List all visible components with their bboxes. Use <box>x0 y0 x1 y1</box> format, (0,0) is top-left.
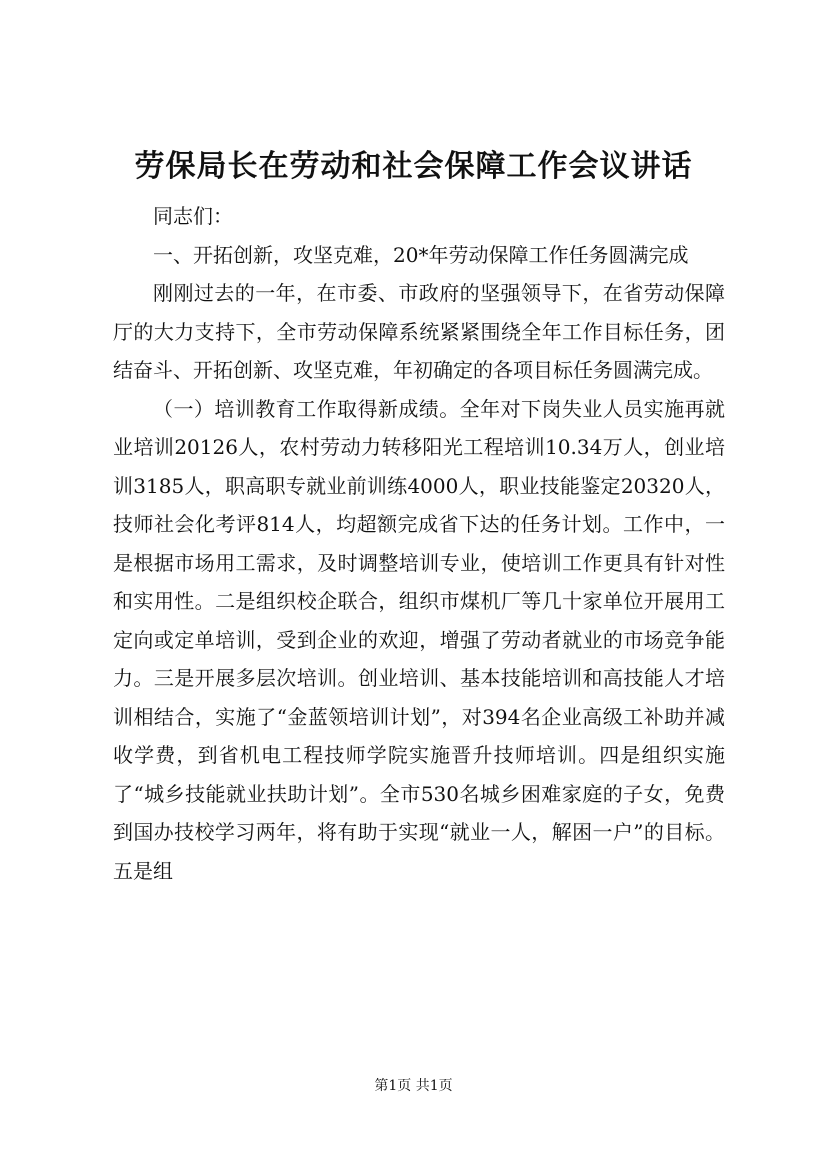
section-heading-paragraph: 一、开拓创新，攻坚克难，20*年劳动保障工作任务圆满完成 <box>153 242 689 267</box>
salutation-paragraph: 同志们： <box>153 204 233 228</box>
document-body <box>113 197 725 890</box>
page-footer: 第1页 共1页 <box>374 1078 453 1094</box>
training-paragraph: （一）培训教育工作取得新成绩。全年对下岗失业人员实施再就业培训20126人，农村劳动力转移阳光工程培训10.34万人，创业培训3185人，职高职专就业前训练4000人，职业技能鉴定20320人，技师社会化考评814人，均超额完成省下达的任务计划。工作中，一是根据市场用工需求，及时调整培训专业，使培训工作更具有针对性和实用性。二是组织校企联合，组织市煤机厂等几十家单位开展用工定向或定单培训，受到企业的欢迎，增强了劳动者就业的市场竞争能力。三是开展多层次培训。创业培训、基本技能培训和高技能人才培训相结合，实施了“金蓝领培训计划”，对394名企业高级工补助并减收学费，到省机电工程技师学院实施晋升技师培训。四是组织实施了“城乡技能就业扶助计划”。全市530名城乡困难家庭的子女，免费到国办技校学习两年，将有助于实现“就业一人，解困一户”的目标。五是组 <box>113 396 725 883</box>
document-title: 劳保局长在劳动和社会保障工作会议讲话 <box>134 149 693 184</box>
intro-paragraph: 刚刚过去的一年，在市委、市政府的坚强领导下，在省劳动保障厅的大力支持下，全市劳动保障系统紧紧围绕全年工作目标任务，团结奋斗、开拓创新、攻坚克难，年初确定的各项目标任务圆满完成。 <box>113 281 725 382</box>
